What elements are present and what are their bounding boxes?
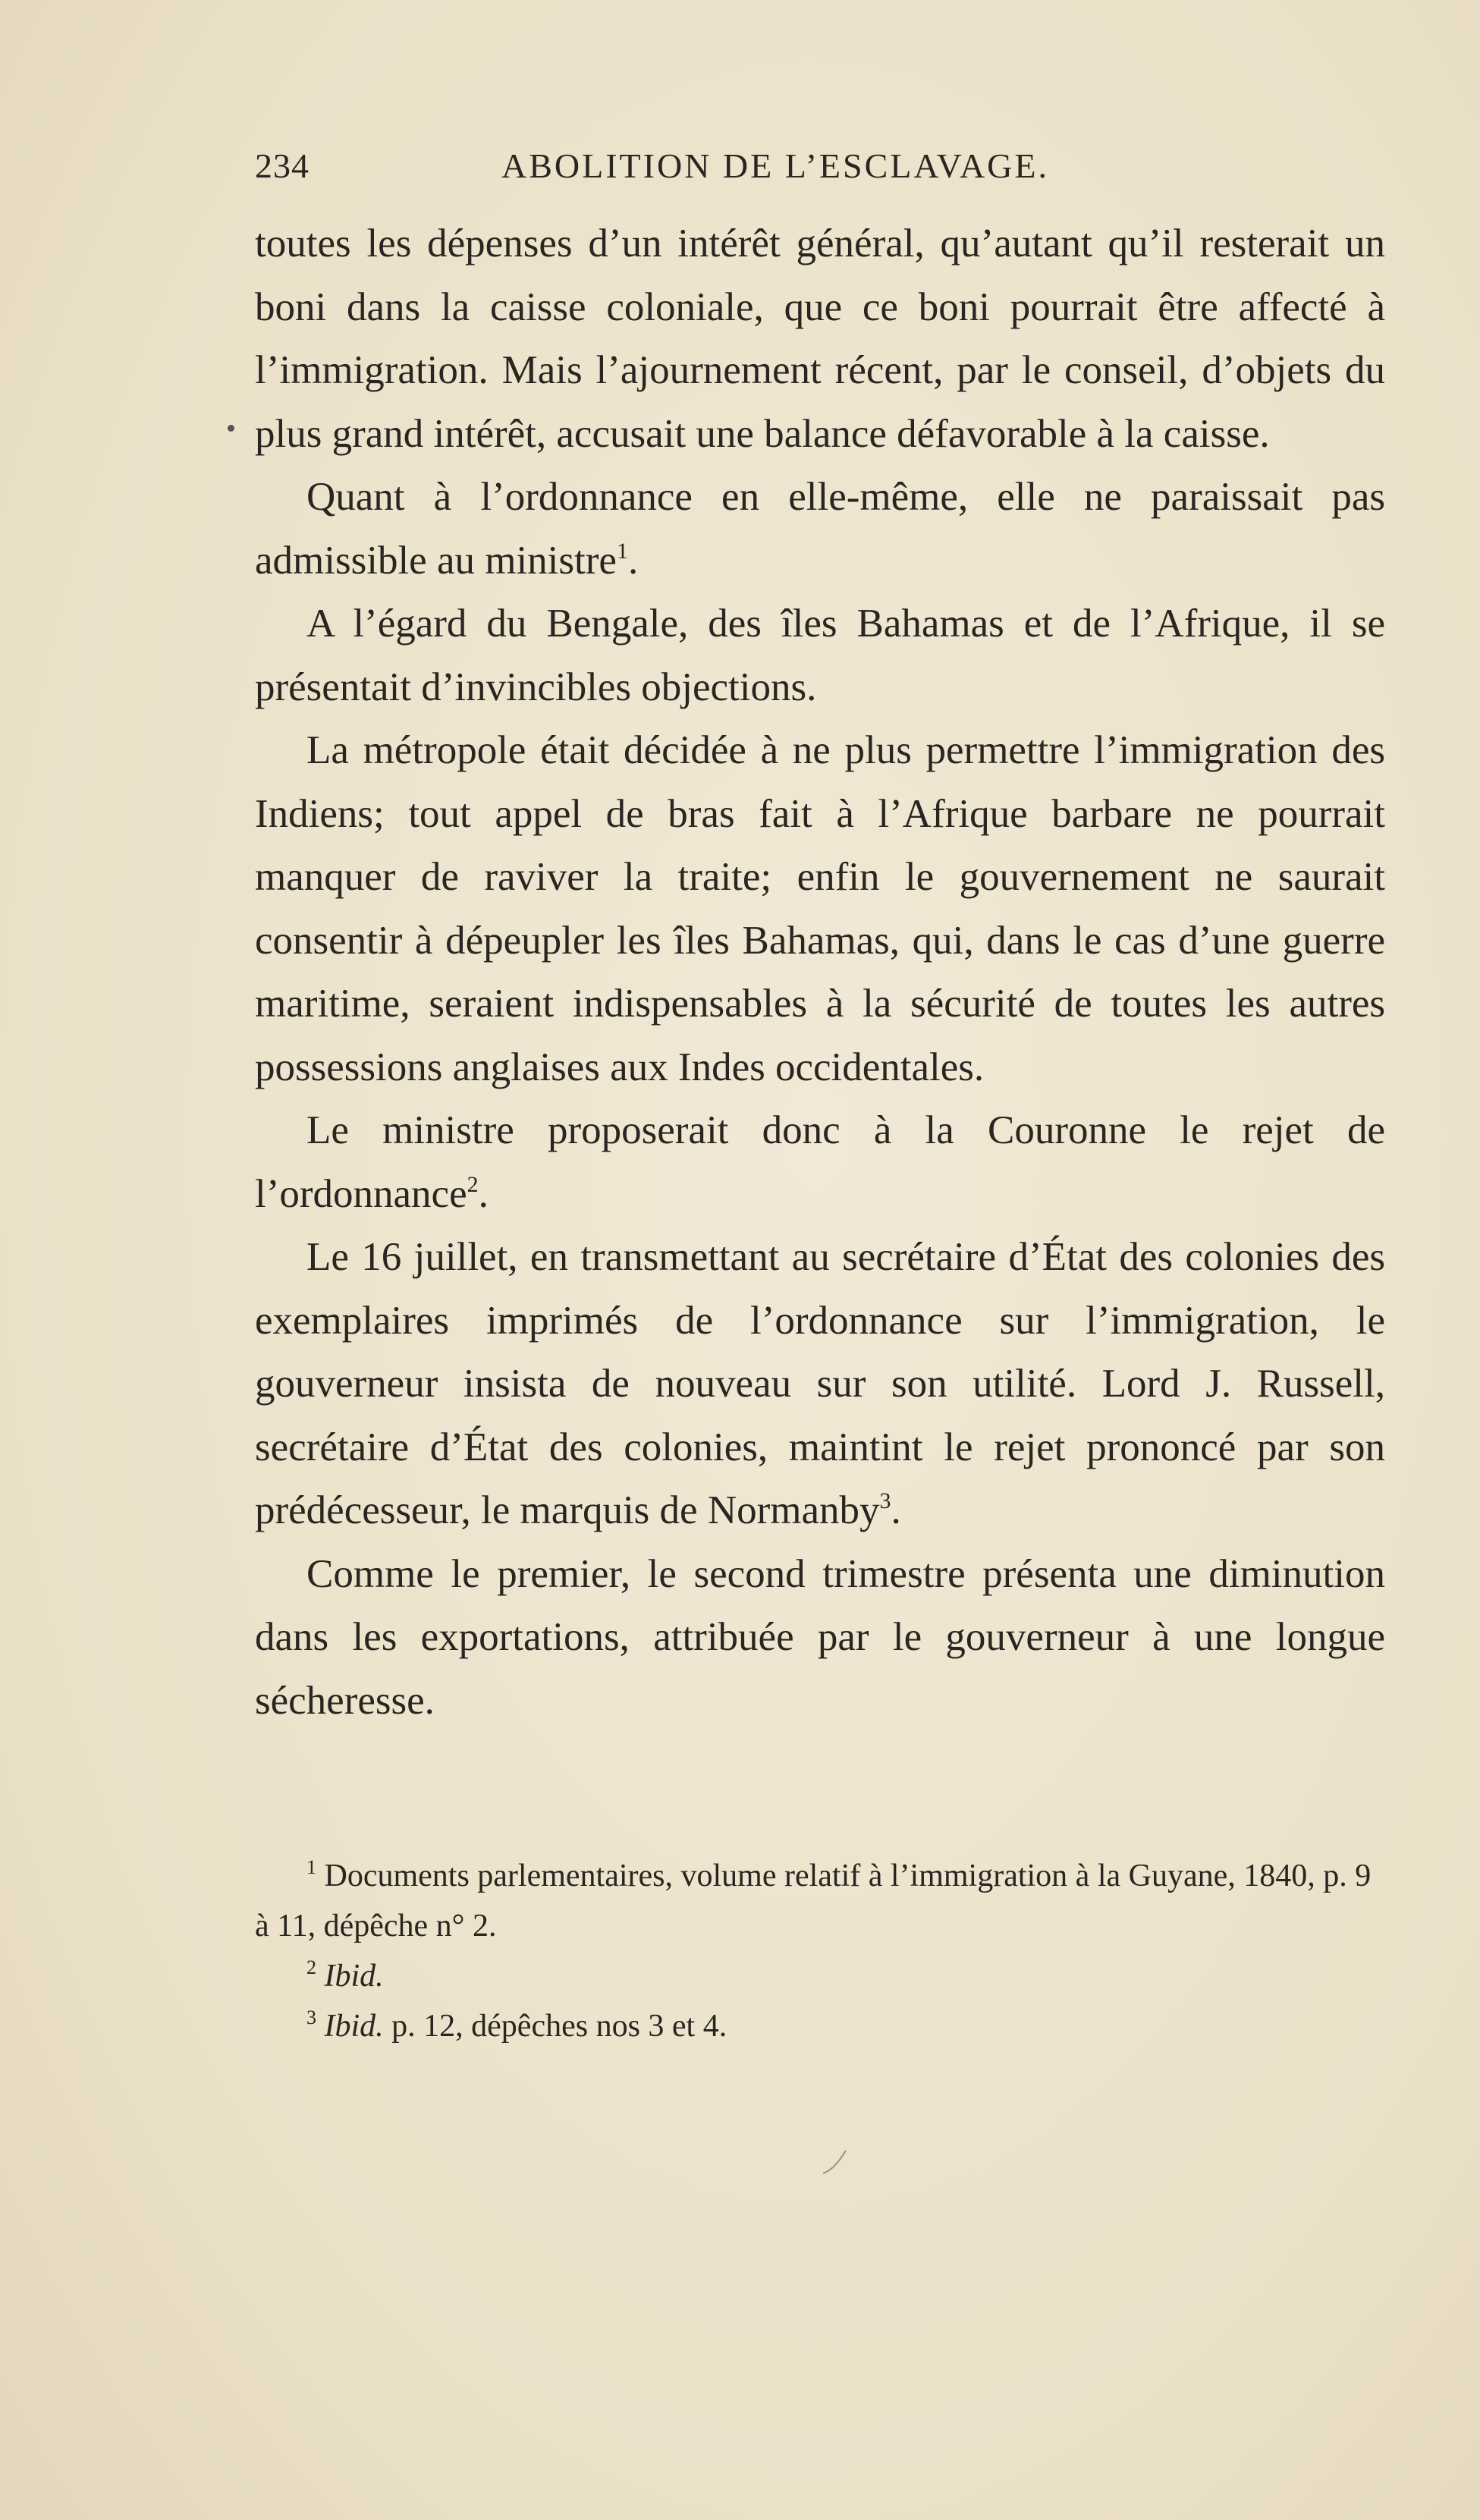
pencil-mark-icon [819,2147,850,2177]
paragraph: Quant à l’ordonnance en elle-même, elle ne paraissait pas admissible au ministre$^1$. [255,475,1385,583]
paragraph: A l’égard du Bengale, des îles Bahamas et de l’Afrique, il se présentait d’invincibles objections. [255,602,1385,709]
page-number: 234 [255,146,310,185]
footnote-mark: 1 [306,1856,316,1878]
paragraph: Le ministre proposerait donc à la Couronne le rejet de l’ordonnance$^2$. [255,1108,1385,1216]
paragraph: Comme le premier, le second trimestre présenta une diminution dans les exportations, attribuée par le gouverneur à une longue sécheresse. [255,1551,1385,1723]
footnote-text: Ibid. [324,1959,384,1994]
footnote-mark: 3 [306,2006,316,2028]
footnotes [255,1851,1385,2051]
footnote-ref: 2 [467,1171,479,1197]
footnote-text: p. 12, dépêches nos 3 et 4. [383,2009,727,2044]
paragraph: Le 16 juillet, en transmettant au secrétaire d’État des colonies des exemplaires imprimés de l’ordonnance sur l’immigration, le gouverneur insista de nouveau sur son utilité. Lord J. Russell, secrétaire d’État des colonies, maintint le rejet prononcé par son prédécesseur, le marquis de Normanby$^3$. [255,1235,1385,1532]
footnote-ref: 1 [616,538,628,564]
footnote [255,1951,1385,2001]
margin-dot [228,425,234,432]
paragraph: toutes les dépenses d’un intérêt général, qu’autant qu’il resterait un boni dans la caisse coloniale, que ce boni pourrait être affecté à l’immigration. Mais l’ajournement récent, par le conseil, d’objets du plus grand intérêt, accusait une balance défavorable à la caisse. [255,222,1385,456]
running-title: ABOLITION DE L’ESCLAVAGE. [501,146,1049,185]
paragraph: La métropole était décidée à ne plus permettre l’immigration des Indiens; tout appel de bras fait à l’Afrique barbare ne pourrait manquer de raviver la traite; enfin le gouvernement ne saurait consentir à dépeupler les îles Bahamas, qui, dans le cas d’une guerre maritime, seraient indispensables à la sécurité de toutes les autres possessions anglaises aux Indes occidentales. [255,728,1385,1089]
body-text [255,212,1385,1733]
footnote [255,1851,1385,1951]
page-header [255,146,1150,199]
footnote-text: Documents parlementaires, volume relatif à l’immigration à la Guyane, 1840, p. 9 à 11, dépêche n° 2. [255,1859,1372,1943]
footnote [255,2001,1385,2051]
footnote-ibid: Ibid. [324,2009,384,2044]
footnote-ref: 3 [879,1488,891,1513]
footnote-mark: 2 [306,1956,316,1978]
